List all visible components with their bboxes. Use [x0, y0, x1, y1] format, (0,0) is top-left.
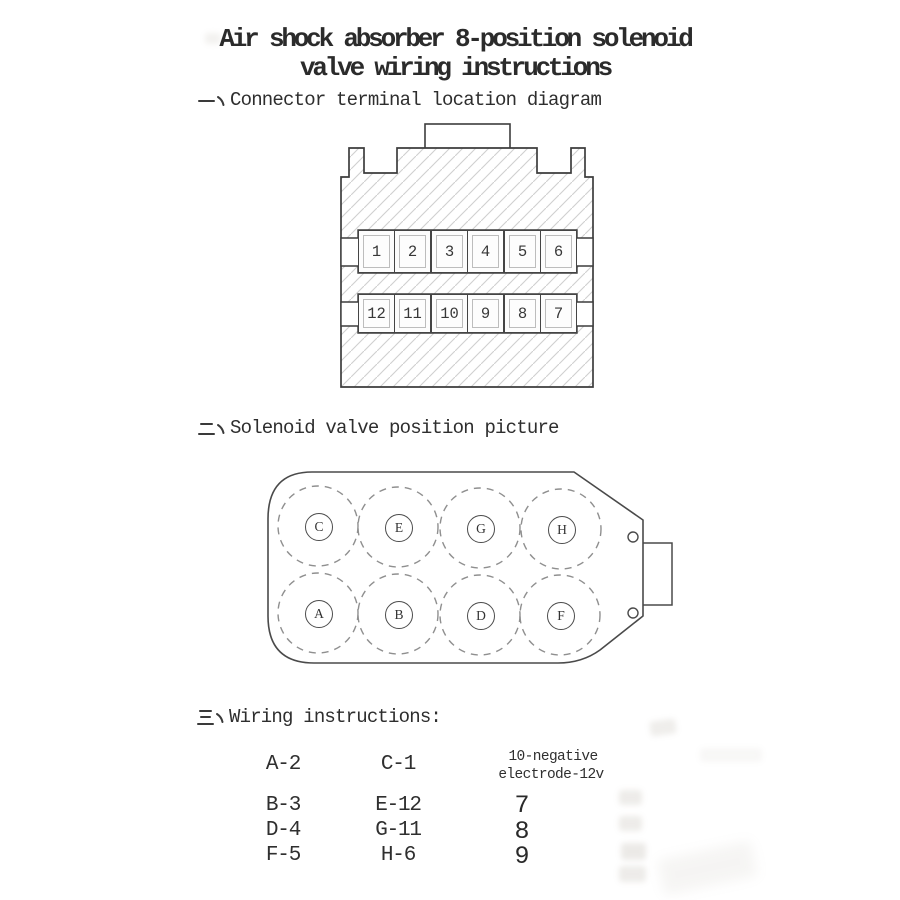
section-heading-label: Connector terminal location diagram: [230, 89, 602, 111]
section-heading-label: Wiring instructions:: [229, 706, 442, 728]
ideographic-comma-icon: [216, 419, 226, 437]
solenoid-port: [385, 514, 413, 542]
solenoid-port-letter: C: [314, 519, 324, 534]
wiring-pair: G-11: [375, 819, 421, 842]
wiring-pair: A-2: [265, 753, 301, 776]
wiring-terminal-number: 9: [514, 842, 530, 871]
solenoid-port: [305, 513, 333, 541]
cjk-numeral-two-icon: [198, 419, 216, 438]
terminal-cell: [467, 294, 504, 333]
solenoid-port: [385, 601, 413, 629]
solenoid-port-letter: A: [314, 606, 324, 621]
wiring-pair: C-1: [380, 753, 416, 776]
valve-diagram: [268, 472, 672, 663]
terminal-cell: [394, 294, 431, 333]
wiring-pair: E-12: [375, 794, 421, 817]
terminal-cell: [540, 230, 577, 273]
cjk-numeral-three-icon: [197, 708, 215, 727]
solenoid-port: [305, 600, 333, 628]
terminal-number: 12: [367, 304, 386, 323]
terminal-cell: [358, 230, 395, 273]
solenoid-port: [467, 515, 495, 543]
page-title-line2: valve wiring instructions: [299, 53, 611, 83]
solenoid-port-letter: F: [557, 608, 565, 623]
page-title-line1: Air shock absorber 8-position solenoid: [219, 24, 691, 54]
valve-body: [268, 472, 643, 663]
terminal-number: 4: [480, 242, 491, 261]
terminal-cell: [504, 230, 541, 273]
section-heading-wiring: [197, 706, 441, 728]
terminal-cell: [431, 230, 468, 273]
solenoid-port-letter: B: [394, 607, 404, 622]
solenoid-port-letter: G: [476, 521, 486, 536]
negative-electrode-note-line1: 10-negative: [508, 749, 598, 765]
terminal-cell: [394, 230, 431, 273]
terminal-cell: [540, 294, 577, 333]
terminal-number: 1: [371, 242, 382, 261]
solenoid-port-letter: D: [476, 608, 486, 623]
terminal-number: 11: [403, 304, 422, 323]
terminal-cell: [504, 294, 541, 333]
terminal-number: 9: [480, 304, 491, 323]
terminal-number: 2: [407, 242, 418, 261]
wiring-pair: B-3: [265, 794, 301, 817]
solenoid-port: [548, 516, 576, 544]
negative-electrode-note-line2: electrode-12v: [498, 767, 604, 783]
section-heading-label: Solenoid valve position picture: [230, 417, 559, 439]
wiring-pair: F-5: [265, 844, 301, 867]
wiring-pair: H-6: [380, 844, 416, 867]
section-heading-valve: [198, 417, 559, 439]
terminal-number: 8: [517, 304, 528, 323]
terminal-cell: [467, 230, 504, 273]
solenoid-port: [467, 602, 495, 630]
terminal-number: 3: [444, 242, 455, 261]
terminal-cell: [358, 294, 395, 333]
terminal-number: 6: [553, 242, 564, 261]
solenoid-port: [547, 602, 575, 630]
wiring-pair: D-4: [265, 819, 301, 842]
connector-top-tab: [425, 124, 510, 149]
terminal-cell: [431, 294, 468, 333]
valve-hole-bottom: [628, 608, 638, 618]
valve-connector-tab: [641, 543, 672, 605]
wiring-terminal-number: 8: [514, 817, 530, 846]
solenoid-port-letter: H: [557, 522, 567, 537]
terminal-number: 5: [517, 242, 528, 261]
terminal-number: 10: [440, 304, 459, 323]
solenoid-port-letter: E: [394, 520, 404, 535]
terminal-number: 7: [553, 304, 564, 323]
ideographic-comma-icon: [215, 708, 225, 726]
wiring-terminal-number: 7: [514, 791, 530, 820]
valve-hole-top: [628, 532, 638, 542]
